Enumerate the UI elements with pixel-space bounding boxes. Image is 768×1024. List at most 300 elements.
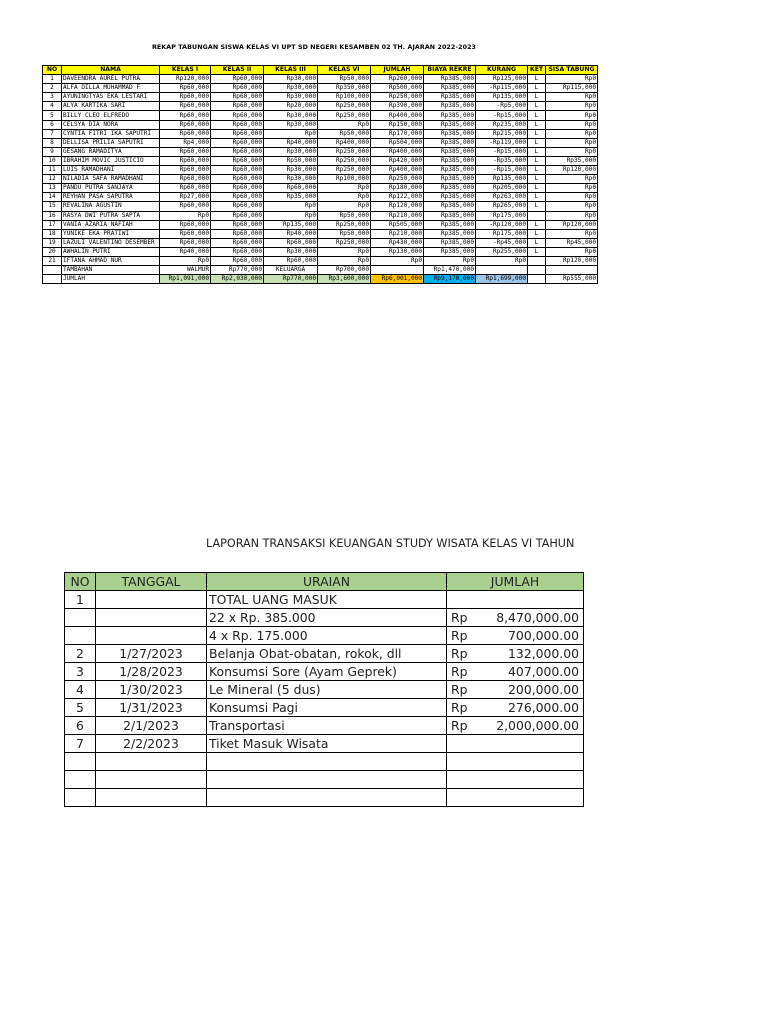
cell-biaya: Rp385,000: [424, 220, 476, 229]
transaction-date: 2/1/2023: [96, 717, 207, 735]
header-kelas-1: KELAS I: [160, 66, 211, 75]
student-row: [43, 211, 598, 220]
student-row: [43, 138, 598, 147]
cell-biaya: Rp385,000: [424, 229, 476, 238]
transaction-amount: [447, 717, 584, 735]
transaction-amount: [447, 753, 584, 771]
cell-k6: Rp400,000: [318, 138, 371, 147]
transaction-description: Konsumsi Sore (Ayam Geprek): [207, 663, 447, 681]
cell-k3: Rp0: [264, 202, 318, 211]
amount-value: 276,000.00: [508, 700, 579, 715]
cell-k3: Rp0: [264, 211, 318, 220]
cell-jumlah: Rp0: [371, 256, 424, 265]
cell-kurang: -Rp15,000: [476, 166, 528, 175]
cell-kurang: -Rp15,000: [476, 147, 528, 156]
cell-ket: L: [528, 102, 546, 111]
cell-k1: Rp60,000: [160, 238, 211, 247]
cell-ket: L: [528, 120, 546, 129]
tambahan-k1: WALMUR: [160, 266, 211, 275]
header-kurang: KURANG: [476, 66, 528, 75]
tambahan-row: [43, 266, 598, 275]
cell-biaya: Rp385,000: [424, 202, 476, 211]
cell-sisa: Rp0: [546, 75, 598, 84]
cell-k1: Rp60,000: [160, 93, 211, 102]
total-kurang: Rp1,699,000: [476, 275, 528, 284]
cell-kurang: Rp215,000: [476, 129, 528, 138]
cell-ket: L: [528, 166, 546, 175]
student-row: [43, 166, 598, 175]
cell-k3: Rp60,000: [264, 256, 318, 265]
total-ket: [528, 275, 546, 284]
cell-jumlah: Rp400,000: [371, 166, 424, 175]
cell-ket: [528, 211, 546, 220]
cell-ket: L: [528, 129, 546, 138]
transaction-description: Belanja Obat-obatan, rokok, dll: [207, 645, 447, 663]
cell-k2: Rp60,000: [211, 84, 264, 93]
cell-k6: Rp250,000: [318, 147, 371, 156]
transaction-date: 1/27/2023: [96, 645, 207, 663]
cell-nama: CELSYA DIA NORA: [62, 120, 160, 129]
cell-nama: DAVEENDRA AUREL PUTRA: [62, 75, 160, 84]
cell-kurang: -Rp35,000: [476, 156, 528, 165]
cell-kurang: Rp263,000: [476, 193, 528, 202]
cell-sisa: Rp0: [546, 202, 598, 211]
cell-biaya: Rp385,000: [424, 166, 476, 175]
header-ket: KET: [528, 66, 546, 75]
cell-k3: Rp50,000: [264, 156, 318, 165]
cell-k3: Rp30,000: [264, 120, 318, 129]
transaction-amount: [447, 591, 584, 609]
cell-k6: Rp0: [318, 247, 371, 256]
cell-jumlah: Rp504,000: [371, 138, 424, 147]
cell-sisa: Rp0: [546, 129, 598, 138]
cell-k3: Rp30,000: [264, 111, 318, 120]
cell-kurang: -Rp115,000: [476, 84, 528, 93]
cell-kurang: -Rp5,000: [476, 102, 528, 111]
transaction-row: [65, 681, 584, 699]
cell-k2: Rp60,000: [211, 193, 264, 202]
currency-label: Rp: [451, 610, 468, 625]
cell-nama: YUNIKE EKA PRATIWI: [62, 229, 160, 238]
total-k1: Rp1,091,000: [160, 275, 211, 284]
transaction-row: [65, 591, 584, 609]
report-header-uraian: URAIAN: [207, 573, 447, 591]
student-row: [43, 147, 598, 156]
cell-k2: Rp60,000: [211, 75, 264, 84]
transaction-no: 3: [65, 663, 96, 681]
transaction-row: [65, 627, 584, 645]
cell-biaya: Rp385,000: [424, 138, 476, 147]
student-row: [43, 202, 598, 211]
cell-no: 5: [43, 111, 62, 120]
cell-sisa: Rp115,000: [546, 84, 598, 93]
savings-recap-table: [42, 65, 598, 284]
cell-jumlah: Rp210,000: [371, 229, 424, 238]
cell-no: 18: [43, 229, 62, 238]
transaction-date: [96, 753, 207, 771]
tambahan-label: TAMBAHAN: [62, 266, 160, 275]
cell-k6: Rp250,000: [318, 111, 371, 120]
cell-k2: Rp60,000: [211, 202, 264, 211]
cell-sisa: Rp0: [546, 247, 598, 256]
cell-k2: Rp60,000: [211, 238, 264, 247]
transaction-no: 5: [65, 699, 96, 717]
transaction-no: [65, 627, 96, 645]
cell-jumlah: Rp250,000: [371, 175, 424, 184]
cell-no: 9: [43, 147, 62, 156]
cell-sisa: Rp0: [546, 184, 598, 193]
cell-nama: AWHALIN PUTRI: [62, 247, 160, 256]
student-row: [43, 193, 598, 202]
student-row: [43, 175, 598, 184]
cell-sisa: Rp0: [546, 175, 598, 184]
cell-ket: L: [528, 156, 546, 165]
cell-k1: Rp60,000: [160, 111, 211, 120]
header-kelas-2: KELAS II: [211, 66, 264, 75]
cell-k2: Rp60,000: [211, 129, 264, 138]
cell-jumlah: Rp210,000: [371, 211, 424, 220]
cell-biaya: Rp385,000: [424, 175, 476, 184]
cell-k2: Rp60,000: [211, 175, 264, 184]
cell-no: 10: [43, 156, 62, 165]
cell-nama: BILLY CLEO ELFREDO: [62, 111, 160, 120]
header-nama: NAMA: [62, 66, 160, 75]
amount-value: 132,000.00: [508, 646, 579, 661]
cell-k1: Rp60,000: [160, 175, 211, 184]
cell-biaya: Rp385,000: [424, 120, 476, 129]
cell-k3: Rp135,000: [264, 220, 318, 229]
cell-ket: L: [528, 175, 546, 184]
cell-nama: ALFA DILLA MUHAMMAD F: [62, 84, 160, 93]
student-row: [43, 184, 598, 193]
tambahan-jumlah: [371, 266, 424, 275]
transaction-amount: [447, 627, 584, 645]
cell-k1: Rp0: [160, 211, 211, 220]
transaction-description: 22 x Rp. 385.000: [207, 609, 447, 627]
cell-no: 16: [43, 211, 62, 220]
amount-value: 700,000.00: [508, 628, 579, 643]
cell-k1: Rp60,000: [160, 120, 211, 129]
cell-no: 8: [43, 138, 62, 147]
transaction-amount: [447, 663, 584, 681]
transaction-no: 1: [65, 591, 96, 609]
cell-k6: Rp0: [318, 202, 371, 211]
transaction-report-title: LAPORAN TRANSAKSI KEUANGAN STUDY WISATA KELAS VI TAHUN: [206, 537, 575, 550]
cell-empty: [43, 275, 62, 284]
cell-k3: Rp30,000: [264, 175, 318, 184]
cell-k1: Rp27,000: [160, 193, 211, 202]
cell-ket: L: [528, 147, 546, 156]
transaction-amount: [447, 699, 584, 717]
total-jumlah: Rp6,001,000: [371, 275, 424, 284]
student-row: [43, 93, 598, 102]
student-row: [43, 156, 598, 165]
header-biaya-rekre: BIAYA REKRE: [424, 66, 476, 75]
cell-k6: Rp250,000: [318, 166, 371, 175]
transaction-amount: [447, 771, 584, 789]
student-row: [43, 120, 598, 129]
cell-biaya: Rp385,000: [424, 129, 476, 138]
cell-no: 6: [43, 120, 62, 129]
cell-jumlah: Rp130,000: [371, 247, 424, 256]
transaction-no: 7: [65, 735, 96, 753]
cell-biaya: Rp385,000: [424, 84, 476, 93]
cell-biaya: Rp385,000: [424, 147, 476, 156]
student-row: [43, 247, 598, 256]
transaction-date: [96, 771, 207, 789]
tambahan-k3: KELUARGA: [264, 266, 318, 275]
cell-k3: Rp40,000: [264, 138, 318, 147]
cell-empty: [43, 266, 62, 275]
cell-nama: IFTANA AHMAD NUR: [62, 256, 160, 265]
cell-no: 14: [43, 193, 62, 202]
cell-k6: Rp0: [318, 193, 371, 202]
report-header-no: NO: [65, 573, 96, 591]
total-k2: Rp2,030,000: [211, 275, 264, 284]
cell-sisa: Rp0: [546, 120, 598, 129]
cell-nama: DELLISA PRILIA SAPUTRI: [62, 138, 160, 147]
cell-jumlah: Rp505,000: [371, 220, 424, 229]
cell-k6: Rp50,000: [318, 75, 371, 84]
cell-k1: Rp60,000: [160, 166, 211, 175]
cell-sisa: Rp0: [546, 147, 598, 156]
cell-kurang: Rp135,000: [476, 93, 528, 102]
cell-kurang: -Rp45,000: [476, 238, 528, 247]
cell-ket: L: [528, 84, 546, 93]
cell-jumlah: Rp260,000: [371, 75, 424, 84]
cell-ket: L: [528, 229, 546, 238]
cell-biaya: Rp385,000: [424, 211, 476, 220]
cell-k1: Rp4,000: [160, 138, 211, 147]
cell-biaya: Rp385,000: [424, 93, 476, 102]
cell-k1: Rp60,000: [160, 84, 211, 93]
transaction-no: 6: [65, 717, 96, 735]
cell-jumlah: Rp250,000: [371, 93, 424, 102]
cell-kurang: Rp255,000: [476, 247, 528, 256]
cell-k1: Rp60,000: [160, 156, 211, 165]
cell-kurang: -Rp15,000: [476, 111, 528, 120]
cell-ket: L: [528, 75, 546, 84]
cell-ket: L: [528, 220, 546, 229]
transaction-date: 1/30/2023: [96, 681, 207, 699]
tambahan-biaya: Rp1,470,000: [424, 266, 476, 275]
cell-k6: Rp50,000: [318, 129, 371, 138]
cell-k6: Rp100,000: [318, 175, 371, 184]
tambahan-kurang: [476, 266, 528, 275]
cell-nama: AYUNINGTYAS EKA LESTARI: [62, 93, 160, 102]
cell-k2: Rp60,000: [211, 211, 264, 220]
cell-sisa: Rp120,000: [546, 256, 598, 265]
cell-no: 3: [43, 93, 62, 102]
transaction-report-table: [64, 572, 584, 807]
student-row: [43, 238, 598, 247]
amount-value: 200,000.00: [508, 682, 579, 697]
cell-k3: Rp20,000: [264, 102, 318, 111]
tambahan-k2: Rp770,000: [211, 266, 264, 275]
cell-k6: Rp50,000: [318, 229, 371, 238]
amount-value: 8,470,000.00: [496, 610, 579, 625]
cell-k3: Rp60,000: [264, 184, 318, 193]
cell-k3: Rp35,000: [264, 193, 318, 202]
cell-k6: Rp100,000: [318, 93, 371, 102]
total-biaya: Rp9,170,000: [424, 275, 476, 284]
transaction-row: [65, 609, 584, 627]
cell-no: 12: [43, 175, 62, 184]
cell-k6: Rp0: [318, 256, 371, 265]
transaction-row: [65, 789, 584, 807]
cell-k3: Rp30,000: [264, 93, 318, 102]
transaction-amount: [447, 789, 584, 807]
cell-ket: L: [528, 184, 546, 193]
student-row: [43, 75, 598, 84]
transaction-date: [96, 789, 207, 807]
cell-k3: Rp40,000: [264, 229, 318, 238]
transaction-row: [65, 735, 584, 753]
cell-k1: Rp60,000: [160, 220, 211, 229]
cell-k1: Rp60,000: [160, 129, 211, 138]
cell-jumlah: Rp420,000: [371, 156, 424, 165]
transaction-row: [65, 717, 584, 735]
cell-k2: Rp60,000: [211, 138, 264, 147]
cell-nama: REYHAN PASA SAPUTRA: [62, 193, 160, 202]
cell-nama: NILADIA SAFA RAMADHANI: [62, 175, 160, 184]
transaction-description: Konsumsi Pagi: [207, 699, 447, 717]
cell-k2: Rp60,000: [211, 247, 264, 256]
cell-kurang: Rp175,000: [476, 211, 528, 220]
cell-ket: [528, 256, 546, 265]
cell-sisa: Rp0: [546, 193, 598, 202]
cell-k2: Rp60,000: [211, 93, 264, 102]
student-row: [43, 129, 598, 138]
cell-k6: Rp250,000: [318, 156, 371, 165]
header-jumlah: JUMLAH: [371, 66, 424, 75]
report-header-row: [65, 573, 584, 591]
transaction-description: [207, 753, 447, 771]
cell-jumlah: Rp122,000: [371, 193, 424, 202]
transaction-amount: [447, 645, 584, 663]
cell-biaya: Rp385,000: [424, 111, 476, 120]
cell-jumlah: Rp430,000: [371, 238, 424, 247]
cell-k6: Rp250,000: [318, 102, 371, 111]
cell-sisa: Rp35,000: [546, 156, 598, 165]
cell-k1: Rp0: [160, 256, 211, 265]
report-header-jumlah: JUMLAH: [447, 573, 584, 591]
cell-no: 20: [43, 247, 62, 256]
student-row: [43, 229, 598, 238]
cell-kurang: Rp135,000: [476, 175, 528, 184]
transaction-row: [65, 663, 584, 681]
cell-biaya: Rp385,000: [424, 184, 476, 193]
cell-k2: Rp60,000: [211, 184, 264, 193]
cell-no: 21: [43, 256, 62, 265]
cell-k1: Rp40,000: [160, 247, 211, 256]
cell-k2: Rp60,000: [211, 229, 264, 238]
cell-k3: Rp30,000: [264, 75, 318, 84]
transaction-amount: [447, 681, 584, 699]
transaction-description: [207, 789, 447, 807]
cell-k2: Rp60,000: [211, 256, 264, 265]
currency-label: Rp: [451, 718, 468, 733]
student-row: [43, 102, 598, 111]
cell-sisa: Rp120,000: [546, 220, 598, 229]
transaction-no: [65, 789, 96, 807]
transaction-date: [96, 627, 207, 645]
transaction-date: 1/31/2023: [96, 699, 207, 717]
transaction-description: Transportasi: [207, 717, 447, 735]
cell-biaya: Rp385,000: [424, 75, 476, 84]
cell-ket: L: [528, 193, 546, 202]
total-row: [43, 275, 598, 284]
cell-nama: LAZULI VALENTINO DESEMBER: [62, 238, 160, 247]
tambahan-ket: [528, 266, 546, 275]
cell-nama: GESANG RAMADITYA: [62, 147, 160, 156]
cell-no: 13: [43, 184, 62, 193]
cell-biaya: Rp385,000: [424, 102, 476, 111]
cell-ket: L: [528, 93, 546, 102]
cell-biaya: Rp385,000: [424, 156, 476, 165]
cell-kurang: -Rp119,000: [476, 138, 528, 147]
cell-no: 11: [43, 166, 62, 175]
cell-sisa: Rp0: [546, 93, 598, 102]
total-sisa: Rp555,000: [546, 275, 598, 284]
cell-sisa: Rp0: [546, 229, 598, 238]
total-label: JUMLAH: [62, 275, 160, 284]
cell-jumlah: Rp390,000: [371, 102, 424, 111]
header-sisa-tabung: SISA TABUNG: [546, 66, 598, 75]
cell-no: 2: [43, 84, 62, 93]
transaction-description: [207, 771, 447, 789]
header-kelas-6: KELAS VI: [318, 66, 371, 75]
transaction-description: Le Mineral (5 dus): [207, 681, 447, 699]
cell-k1: Rp60,000: [160, 229, 211, 238]
cell-biaya: Rp385,000: [424, 238, 476, 247]
cell-k2: Rp60,000: [211, 220, 264, 229]
cell-no: 4: [43, 102, 62, 111]
cell-k6: Rp0: [318, 184, 371, 193]
cell-k3: Rp0: [264, 129, 318, 138]
transaction-row: [65, 699, 584, 717]
cell-k3: Rp30,000: [264, 84, 318, 93]
cell-k3: Rp60,000: [264, 238, 318, 247]
transaction-date: [96, 609, 207, 627]
currency-label: Rp: [451, 646, 468, 661]
student-row: [43, 84, 598, 93]
cell-k1: Rp60,000: [160, 102, 211, 111]
transaction-date: 1/28/2023: [96, 663, 207, 681]
cell-ket: L: [528, 238, 546, 247]
cell-k1: Rp60,000: [160, 202, 211, 211]
cell-nama: CYNTIA FITRI IKA SAPUTRI: [62, 129, 160, 138]
cell-ket: L: [528, 111, 546, 120]
transaction-description: 4 x Rp. 175.000: [207, 627, 447, 645]
report-header-tanggal: TANGGAL: [96, 573, 207, 591]
transaction-no: [65, 609, 96, 627]
currency-label: Rp: [451, 682, 468, 697]
cell-k2: Rp60,000: [211, 111, 264, 120]
student-row: [43, 111, 598, 120]
tambahan-k6: Rp700,000: [318, 266, 371, 275]
cell-nama: LUIS RAMADHANI: [62, 166, 160, 175]
header-no: NO: [43, 66, 62, 75]
cell-k2: Rp60,000: [211, 156, 264, 165]
transaction-no: [65, 753, 96, 771]
cell-kurang: -Rp120,000: [476, 220, 528, 229]
cell-k1: Rp60,000: [160, 147, 211, 156]
transaction-row: [65, 771, 584, 789]
transaction-description: TOTAL UANG MASUK: [207, 591, 447, 609]
amount-value: 2,000,000.00: [496, 718, 579, 733]
cell-kurang: Rp235,000: [476, 120, 528, 129]
